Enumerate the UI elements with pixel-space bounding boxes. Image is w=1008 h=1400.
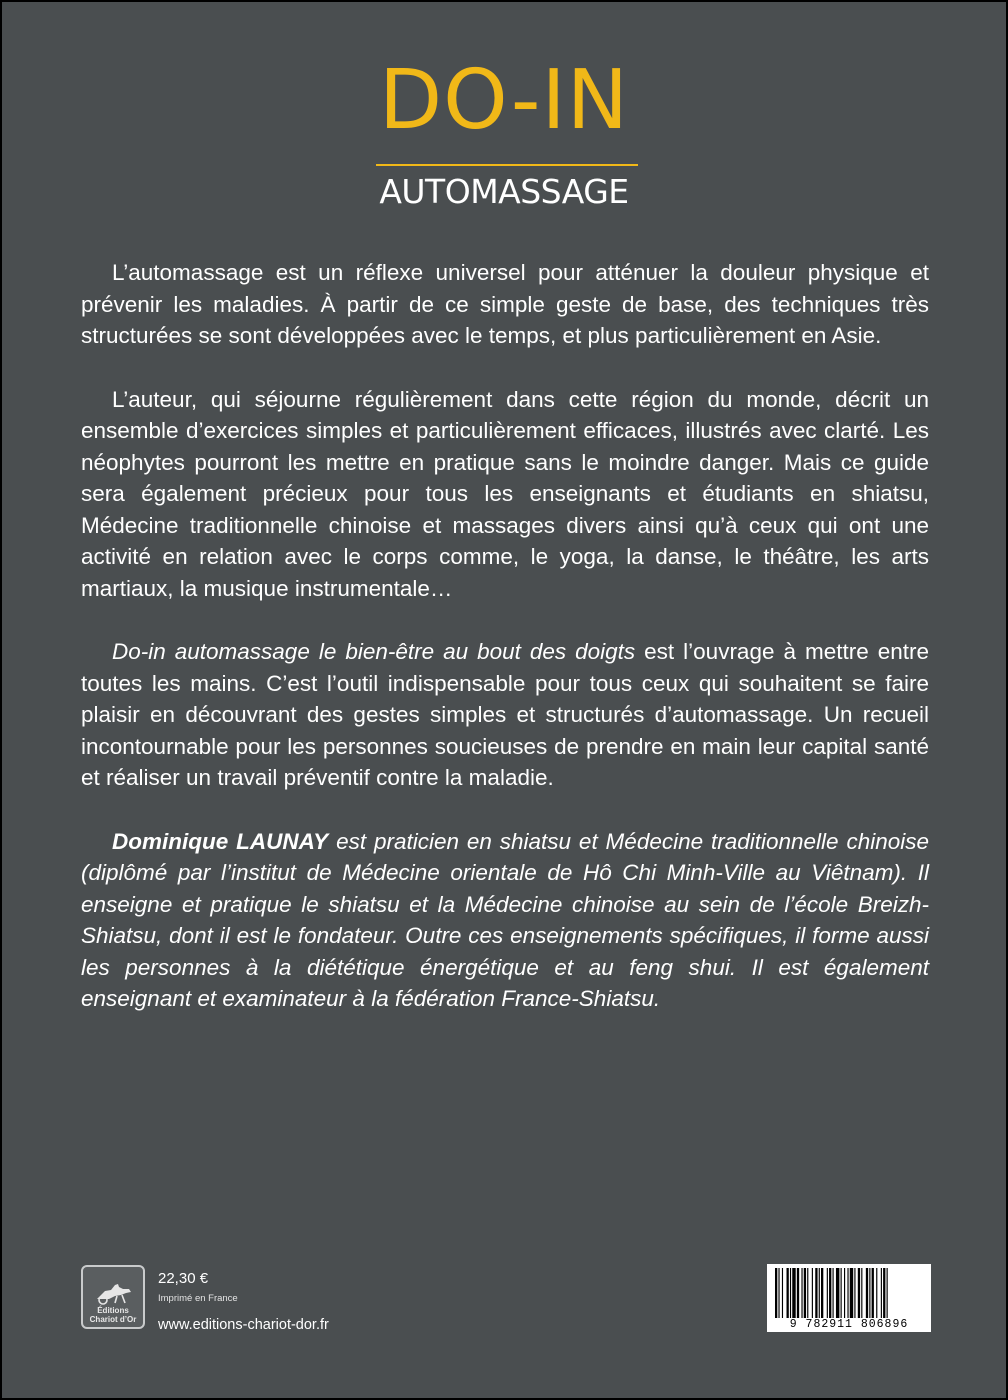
author-bio-text: est praticien en shiatsu et Médecine traditionnelle chinoise (diplômé par l’institut de Médecine orientale de Hô Chi Minh-Ville au Viêtnam). Il enseigne et pratique le shiatsu et la Médecine chinoise au sein de l’école Breizh-Shiatsu, dont il est le fondateur. Outre ces enseignements spécifiques, il forme aussi les personnes à la diététique énergétique et au feng shui. Il est également enseignant et examinateur à la fédération France-Shiatsu. [81,828,929,1011]
blurb [81,257,929,1015]
publisher-name-line-1: Éditions [97,1306,129,1315]
barcode-bar [847,1268,848,1318]
chariot-horse-icon [91,1281,135,1305]
barcode-bar [804,1268,806,1318]
title-divider [376,164,638,166]
barcode-bar [854,1268,855,1318]
barcode-bar [872,1268,874,1318]
barcode-bar [819,1268,820,1318]
blurb-paragraph-2: L’auteur, qui séjourne régulièrement dans cette région du monde, décrit un ensemble d’exercices simples et particulièrement efficaces, illustrés avec clarté. Les néophytes pourront les mettre en pratique sans le moindre danger. Mais ce guide sera également précieux pour tous les enseignants et étudiants en shiatsu, Médecine traditionnelle chinoise et massages divers ainsi qu’à ceux qui ont une activité en relation avec le corps comme, le yoga, la danse, le théâtre, les arts martiaux, la musique instrumentale… [81,386,929,601]
publisher-logo [81,1265,145,1329]
barcode-bar [792,1268,795,1318]
isbn-barcode [767,1264,931,1332]
barcode-bar [787,1268,789,1318]
barcode-bar [833,1268,834,1318]
book-title-inline: Do-in automassage le bien-être au bout des doigts [112,639,636,664]
barcode-bar [876,1268,877,1318]
barcode-bar [790,1268,791,1318]
printed-in: Imprimé en France [158,1293,238,1304]
barcode-bar [807,1268,808,1318]
price: 22,30 € [158,1270,209,1287]
barcode-bar [836,1268,839,1318]
barcode-bar [827,1268,828,1318]
author-name: Dominique LAUNAY [112,828,329,854]
barcode-bar [775,1268,777,1318]
isbn-number: 9 782911 806896 [789,1318,909,1331]
back-cover [2,2,1006,1398]
blurb-paragraph-3-text: est l’ouvrage à mettre entre toutes les mains. C’est l’outil indispensable pour tous ceux qui souhaitent se faire plaisir en découvrant des gestes simples et structurés d’automassage. Un recueil incontournable pour les personnes soucieuses de prendre en main leur capital santé et réaliser un travail préventif contre la maladie. [81,639,929,790]
barcode-bar [829,1268,831,1318]
barcode-bar [869,1268,870,1318]
barcode-bar [782,1268,783,1318]
barcode-bar [844,1268,845,1318]
barcode-bar [858,1268,860,1318]
publisher-name-line-2: Chariot d’Or [89,1315,137,1324]
barcode-bar [841,1268,842,1318]
barcode-bar [850,1268,853,1318]
book-title: DO-IN [378,53,630,148]
barcode-bar [887,1268,888,1318]
barcode-bar [812,1268,813,1318]
author-bio [81,826,929,1015]
barcode-bar [883,1268,885,1318]
barcode-bar [815,1268,817,1318]
book-subtitle: AUTOMASSAGE [379,172,629,211]
barcode-bar [801,1268,802,1318]
barcode-bar [861,1268,862,1318]
barcode-bar [866,1268,868,1318]
barcode-bar [797,1268,799,1318]
barcode-bar [881,1268,882,1318]
blurb-paragraph-3 [81,636,929,794]
barcode-bar [778,1268,779,1318]
barcode-bar [821,1268,823,1318]
publisher-website: www.editions-chariot-dor.fr [158,1317,329,1333]
blurb-paragraph-1: L’automassage est un réflexe universel pour atténuer la douleur physique et prévenir les maladies. À partir de ce simple geste de base, des techniques très structurées se sont développées avec le temps, et plus particulièrement en Asie. [81,260,929,348]
